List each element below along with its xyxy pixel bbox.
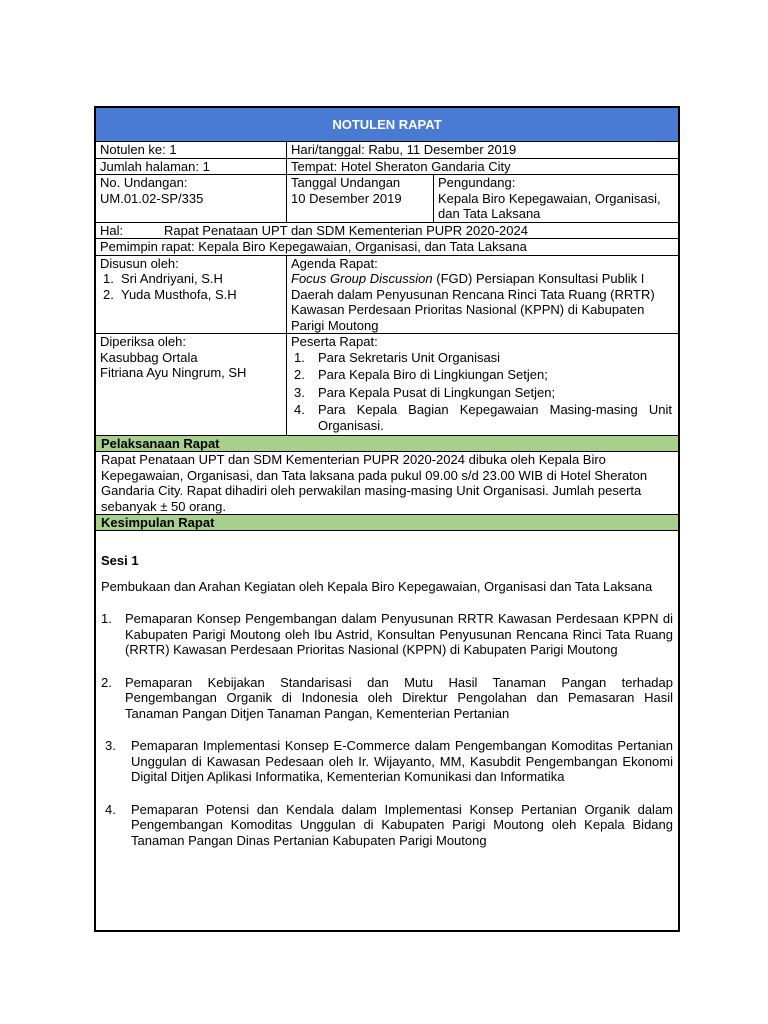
hal-label: Hal:: [100, 222, 124, 238]
list-item: 1. Pemaparan Konsep Pengembangan dalam Penyusunan RRTR Kawasan Perdesaan KPPN di Kabupaten Parigi Moutong oleh Ibu Astrid, Konsultan Penyusunan Rencana Rinci Tata Ruang (RRTR) Kawasan Perdesaan Prioritas Nasional (KPPN) di Kabupaten Parigi Moutong: [101, 611, 673, 657]
tanggal-undangan: [287, 175, 434, 222]
no-undangan-value: UM.01.02-SP/335: [100, 190, 204, 206]
no-undangan-label: No. Undangan:: [100, 175, 188, 190]
list-item: 4. Pemaparan Potensi dan Kendala dalam Implementasi Konsep Pertanian Organik dalam Pengembangan Komoditas Unggulan di Kabupaten Parigi Moutong oleh Kepala Bidang Tanaman Pangan Dinas Pertanian Kabupaten Parigi Moutong: [105, 801, 673, 848]
jumlah-halaman: Jumlah halaman: 1: [96, 159, 287, 175]
disusun-label: Disusun oleh:: [100, 255, 179, 271]
pemimpin-rapat: Pemimpin rapat: Kepala Biro Kepegawaian, Organisasi, dan Tata Laksana: [100, 239, 527, 254]
peserta-rapat: [287, 334, 678, 435]
pengundang-value: Kepala Biro Kepegawaian, Organisasi, dan Tata Laksana: [438, 190, 661, 221]
no-undangan: [96, 175, 287, 222]
list-item: 1. Para Sekretaris Unit Organisasi: [294, 349, 501, 365]
list-item: 3. Pemaparan Implementasi Konsep E-Commerce dalam Pengembangan Komoditas Pertanian Unggulan di Kawasan Pedesaan oleh Ir. Wijayanto, MM, Kasubdit Pengembangan Ekonomi Digital Ditjen Aplikasi Informatika, Kementerian Komunikasi dan Informatika: [105, 738, 673, 784]
list-item: 1. Sri Andriyani, S.H: [103, 271, 223, 286]
kesimpulan-body: [96, 553, 678, 848]
agenda-text: [291, 271, 674, 333]
agenda-label: Agenda Rapat:: [291, 255, 378, 271]
tempat: Tempat: Hotel Sheraton Gandaria City: [291, 158, 511, 174]
hal-value: Rapat Penataan UPT dan SDM Kementerian PUPR 2020-2024: [164, 222, 528, 238]
row-hal: [96, 223, 678, 240]
list-item: 2. Pemaparan Kebijakan Standarisasi dan Mutu Hasil Tanaman Pangan terhadap Pengembangan Organik di Indonesia oleh Direktur Pengolahan dan Pemasaran Hasil Tanaman Pangan Ditjen Tanaman Pangan, Kementerian Pertanian: [101, 674, 673, 721]
sesi-title: Sesi 1: [101, 553, 139, 568]
pelaksanaan-text: Rapat Penataan UPT dan SDM Kementerian PUPR 2020-2024 dibuka oleh Kepala Biro Kepegawaian, Organisasi, dan Tata laksana pada pukul 09.00 s/d 23.00 WIB di Hotel Sheraton Gandaria City. Rapat dihadiri oleh perwakilan masing-masing Unit Organisasi. Jumlah peserta sebanyak ± 50 orang.: [101, 452, 648, 514]
list-item: 2. Para Kepala Biro di Lingkiungan Setjen;: [294, 367, 548, 382]
tanggal-undangan-value: 10 Desember 2019: [291, 190, 402, 206]
peserta-label: Peserta Rapat:: [291, 334, 378, 349]
peserta-list: [291, 350, 674, 434]
hal: [96, 223, 678, 239]
pengundang: [434, 175, 678, 222]
row-disusun-agenda: [96, 256, 678, 335]
hari-tanggal: Hari/tanggal: Rabu, 11 Desember 2019: [291, 142, 517, 157]
kesimpulan-header: Kesimpulan Rapat: [96, 515, 678, 531]
document-title: NOTULEN RAPAT: [96, 108, 678, 142]
diperiksa-jabatan: Kasubbag Ortala: [100, 349, 198, 365]
row-pelaksanaan: [96, 452, 678, 515]
notulen-ke: Notulen ke: 1: [96, 142, 287, 158]
disusun-list: [100, 271, 282, 302]
pengundang-label: Pengundang:: [438, 175, 516, 190]
list-item: 2. Yuda Musthofa, S.H: [103, 286, 237, 302]
tanggal-undangan-label: Tanggal Undangan: [291, 175, 401, 190]
diperiksa-nama: Fitriana Ayu Ningrum, SH: [100, 365, 247, 380]
diperiksa-oleh: [96, 334, 287, 435]
row-pemimpin: [96, 239, 678, 256]
agenda-italic: Focus Group Discussion: [291, 271, 433, 286]
list-item: 3. Para Kepala Pusat di Lingkungan Setjen;: [294, 384, 556, 400]
row-notulen: [96, 142, 678, 159]
agenda-rapat: [287, 256, 678, 334]
row-halaman: [96, 159, 678, 176]
meeting-minutes-document: [94, 106, 680, 932]
pelaksanaan-header: Pelaksanaan Rapat: [96, 436, 678, 452]
row-diperiksa-peserta: [96, 334, 678, 436]
agenda-body: (FGD) Persiapan Konsultasi Publik I Daerah dalam Penyusunan Rencana Rinci Tata Ruang (RRTR) Kawasan Perdesaan Prioritas Nasional (KPPN) di Kabupaten Parigi Moutong: [291, 271, 655, 333]
disusun-oleh: [96, 256, 287, 334]
row-undangan: [96, 175, 678, 223]
diperiksa-label: Diperiksa oleh:: [100, 334, 186, 349]
sesi-intro: Pembukaan dan Arahan Kegiatan oleh Kepala Biro Kepegawaian, Organisasi dan Tata Laksana: [101, 578, 653, 594]
list-item: 4. Para Kepala Bagian Kepegawaian Masing-masing Unit Organisasi.: [294, 402, 672, 433]
